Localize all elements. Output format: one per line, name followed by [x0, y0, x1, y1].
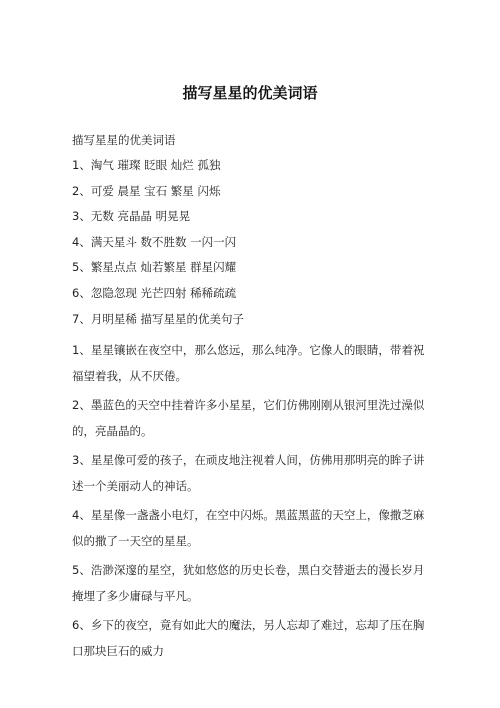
- word-list-item: 2、可爱 晨星 宝石 繁星 闪烁: [72, 183, 221, 198]
- document-title: 描写星星的优美词语: [182, 84, 318, 102]
- word-list: [72, 158, 428, 327]
- word-list-item: 1、淘气 璀璨 眨眼 灿烂 孤独: [72, 158, 221, 172]
- sentence-paragraph: 2、墨蓝色的天空中挂着许多小星星，它们仿佛刚刚从银河里洗过澡似的，亮晶晶的。: [72, 398, 425, 439]
- word-list-item: 6、忽隐忽现 光芒四射 稀稀疏疏: [72, 285, 237, 300]
- word-list-item: 5、繁星点点 灿若繁星 群星闪耀: [72, 260, 237, 275]
- word-list-item: 7、月明星稀 描写星星的优美句子: [72, 311, 244, 326]
- sentence-paragraph: 4、星星像一盏盏小电灯，在空中闪烁。黑蓝黑蓝的天空上，像撒芝麻似的撒了一天空的星星。: [72, 508, 425, 549]
- word-list-item: 4、满天星斗 数不胜数 一闪一闪: [72, 234, 237, 249]
- sentence-list: [72, 337, 428, 664]
- sentence-paragraph: 3、星星像可爱的孩子，在顽皮地注视着人间，仿佛用那明亮的眸子讲述一个美丽动人的神话。: [72, 453, 425, 494]
- sentence-paragraph: 1、星星镶嵌在夜空中，那么悠远，那么纯净。它像人的眼睛，带着祝福望着我，从不厌倦。: [72, 343, 425, 384]
- sentence-paragraph: 6、乡下的夜空，竟有如此大的魔法，另人忘却了难过，忘却了压在胸口那块巨石的威力: [72, 618, 425, 659]
- section-subtitle: 描写星星的优美词语: [72, 133, 176, 147]
- word-list-item: 3、无数 亮晶晶 明晃晃: [72, 209, 191, 224]
- sentence-paragraph: 5、浩渺深邃的星空，犹如悠悠的历史长卷，黑白交替逝去的漫长岁月掩埋了多少庸碌与平凡。: [72, 563, 425, 604]
